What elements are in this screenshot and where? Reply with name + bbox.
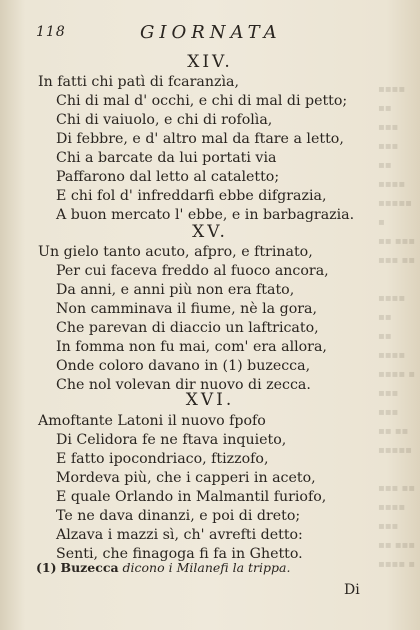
verse-line: E quale Orlando in Malmantil furiofo, [56, 489, 327, 505]
footnote-text: dicono i Milanefi la trippa. [122, 560, 291, 575]
verse-line: Per cui faceva freddo al fuoco ancora, [56, 263, 329, 279]
verse-line: Di febbre, e d' altro mal da ftare a letto, [56, 131, 344, 147]
verse-line: Mordeva più, che i capperi in aceto, [56, 470, 316, 486]
page-number: 118 [36, 24, 66, 40]
stanza [38, 412, 378, 564]
stanza [38, 243, 378, 395]
verse-line: In fatti chi patì di fcaranzìa, [38, 74, 239, 90]
verse-line: E chi fol d' infreddarfi ebbe difgrazia, [56, 188, 327, 204]
stanza-number: XVI. [185, 390, 235, 410]
verse-line: Chi di vaiuolo, e chi di rofolìa, [56, 112, 273, 128]
running-title: GIORNATA [140, 22, 282, 43]
verse-line: E fatto ipocondriaco, ftizzofo, [56, 451, 269, 467]
verse-line: Senti, che finagoga fi fa in Ghetto. [56, 546, 303, 562]
verse-line: Non camminava il fiume, nè la gora, [56, 301, 318, 317]
stanza-number: XV. [192, 222, 228, 242]
verse-line: Alzava i mazzi sì, ch' avrefti detto: [56, 527, 303, 543]
verse-line: Chi di mal d' occhi, e chi di mal di petto; [56, 93, 348, 109]
verse-line: Chi a barcate da lui portati via [56, 150, 277, 166]
verse-line: A buon mercato l' ebbe, e in barbagrazia. [56, 207, 355, 223]
verse-line: Un gielo tanto acuto, afpro, e ftrinato, [38, 244, 313, 260]
footnote [36, 560, 290, 575]
footnote-term: Buzecca [60, 560, 119, 575]
verse-line: Te ne dava dinanzi, e poi di dreto; [56, 508, 301, 524]
stanza-number: XIV. [187, 52, 233, 72]
verse-line: Onde coloro davano in (1) buzecca, [56, 358, 311, 374]
verse-line: Di Celidora fe ne ftava inquieto, [56, 432, 287, 448]
stanza [38, 73, 378, 225]
verse-line: In fomma non fu mai, com' era allora, [56, 339, 327, 355]
bleed-through-texture: ▪▪▪▪ ▪▪ ▪▪▪ ▪▪▪ ▪▪ ▪▪▪▪ ▪▪▪▪▪ ▪ ▪▪ ▪▪▪ ▪▪▪ ▪▪ ▪▪▪▪ ▪▪ ▪▪ ▪▪▪▪ ▪▪▪▪ ▪ ▪▪▪ ▪▪▪ ▪▪ ▪▪ ▪▪▪▪▪ ▪▪▪ ▪▪ ▪▪▪▪ ▪▪▪ ▪▪ ▪▪▪ ▪▪▪▪ ▪ [378, 84, 416, 570]
footnote-mark: (1) [36, 560, 57, 575]
verse-line: Amoftante Latoni il nuovo fpofo [38, 413, 266, 429]
verse-line: Che nol volevan dir nuovo di zecca. [56, 377, 311, 393]
verse-line: Da anni, e anni più non era ftato, [56, 282, 295, 298]
catchword: Di [344, 582, 360, 598]
verse-line: Che parevan di diaccio un laftricato, [56, 320, 319, 336]
verse-line: Paffarono dal letto al cataletto; [56, 169, 280, 185]
page-header [0, 22, 420, 46]
